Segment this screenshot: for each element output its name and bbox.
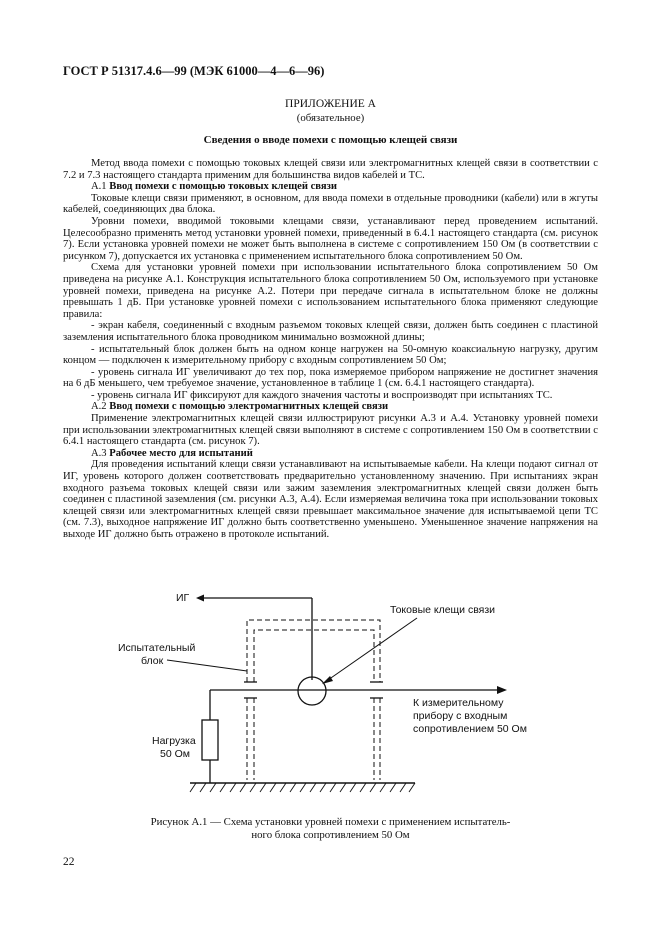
generator-arrow-icon — [196, 595, 204, 602]
paragraph-a2: Применение электромагнитных клещей связи иллюстрируют рисунки А.3 и А.4. Установку уровней помехи при использовании электромагнитных клещей связи выполняют в системе с сопротивлением 150 Ом в соответствии с 6.4.1 настоящего стандарта (см. рисунок 7). — [63, 413, 598, 448]
test-block-label-1: Испытательный — [118, 642, 196, 654]
page-number: 22 — [63, 856, 75, 868]
clamp-leader-line — [328, 618, 417, 680]
figure-a1-diagram — [0, 580, 661, 815]
meter-label-3: сопротивлением 50 Ом — [413, 723, 527, 735]
figure-caption-line-2: ного блока сопротивлением 50 Ом — [251, 828, 410, 841]
section-a1-heading — [63, 181, 598, 193]
body-text — [63, 158, 598, 541]
appendix-heading: Сведения о вводе помехи с помощью клещей связи — [203, 134, 458, 146]
appendix-title: ПРИЛОЖЕНИЕ А — [285, 98, 376, 110]
section-a1-number: А.1 — [91, 181, 107, 193]
paragraph-intro: Метод ввода помехи с помощью токовых клещей связи или электромагнитных клещей связи в соответствии с 7.2 и 7.3 настоящего стандарта применим для большинства видов кабелей и ТС. — [63, 158, 598, 181]
test-block-label-2: блок — [141, 655, 164, 667]
rule-1: - экран кабеля, соединенный с входным разъемом токовых клещей связи, должен быть соединен с пластиной заземления испытательного блока проводником минимально возможной длины; — [63, 320, 598, 343]
rule-2: - испытательный блок должен быть на одном конце нагружен на 50-омную коаксиальную нагрузку, другим концом — подключен к измерительному прибору с входным сопротивлением 50 Ом; — [63, 343, 598, 367]
meter-label-2: прибору с входным — [413, 710, 508, 722]
appendix-subtitle: (обязательное) — [296, 112, 365, 124]
paragraph-a3: Для проведения испытаний клещи связи устанавливают на испытываемые кабели. На клещи подают сигнал от ИГ, уровень которого должен соответствовать предварительно установленному значению. При испытаниях экран входного разъема токовых клещей связи или зажим заземления электромагнитных клещей связи должен быть соединен с пластиной заземления (см. рисунки А.3, А.4). Если измеряемая величина тока при использовании токовых клещей связи или электромагнитных клещей связи превышает максимальное значение для испытываемой цепи ТС (см. 7.3), выходное напряжение ИГ должно быть соответственно уменьшено. Уменьшенное значение напряжения на выходе ИГ должно быть отражено в протоколе испытаний. — [63, 459, 598, 540]
figure-caption — [63, 816, 598, 841]
section-a3-number: А.3 — [91, 447, 107, 459]
rule-4: - уровень сигнала ИГ фиксируют для каждого значения частоты и воспроизводят при испытаниях ТС. — [91, 389, 553, 401]
section-a3-title: Рабочее место для испытаний — [109, 447, 253, 459]
paragraph-a1-1: Токовые клещи связи применяют, в основном, для ввода помехи в отдельные проводники (кабели) или в жгуты кабелей, соединяющих два блока. — [63, 192, 598, 216]
section-a2-number: А.2 — [91, 401, 107, 413]
meter-label-1: К измерительному — [413, 697, 504, 709]
current-clamp-label: Токовые клещи связи — [390, 604, 496, 616]
figure-caption-line-1: Рисунок А.1 — Схема установки уровней помехи с применением испытатель- — [150, 816, 511, 828]
ground-hatch — [190, 783, 415, 792]
document-header: ГОСТ Р 51317.4.6—99 (МЭК 61000—4—6—96) — [63, 64, 325, 78]
test-block-leader-line — [167, 660, 247, 671]
paragraph-a1-2: Уровни помехи, вводимой токовыми клещами связи, устанавливают перед проведением испытаний. Целесообразно применять метод установки уровней помехи, приведенный в 6.4.1 настоящего стандарта (см. рисунок 7). Если установка уровней помехи не может быть выполнена в системе с сопротивлением 150 Ом (в соответствии с рисунком 7), допускается их установка с применением испытательного блока сопротивлением 50 Ом. — [63, 215, 598, 262]
section-a2-title: Ввод помехи с помощью электромагнитных клещей связи — [109, 401, 389, 413]
meter-arrow-icon — [497, 686, 507, 694]
load-resistor-icon — [202, 720, 218, 760]
paragraph-a1-3: Схема для установки уровней помехи при использовании испытательного блока сопротивлением 50 Ом приведена на рисунке А.1. Конструкция испытательного блока сопротивлением 50 Ом, используемого при установке уровней помехи, приведена на рисунке А.2. Потери при передаче сигнала в испытательном блоке не должны превышать 1 дБ. При установке уровней помехи с использованием испытательного блока применяют следующие правила: — [63, 262, 598, 320]
section-a1-title: Ввод помехи с помощью токовых клещей связи — [109, 181, 337, 193]
signal-generator-label: ИГ — [176, 592, 190, 604]
test-block-outline — [247, 620, 380, 780]
section-a2-heading — [63, 401, 598, 413]
rule-3: - уровень сигнала ИГ увеличивают до тех пор, пока измеряемое прибором напряжение не достигнет значения на 6 дБ меньшего, чем требуемое значение, установленное в таблице 1 (см. 6.4.1 настоящего стандарта). — [63, 366, 598, 390]
current-clamp-icon — [298, 677, 326, 705]
load-label-2: 50 Ом — [160, 748, 190, 760]
section-a3-heading — [63, 448, 598, 460]
load-label-1: Нагрузка — [152, 735, 196, 747]
